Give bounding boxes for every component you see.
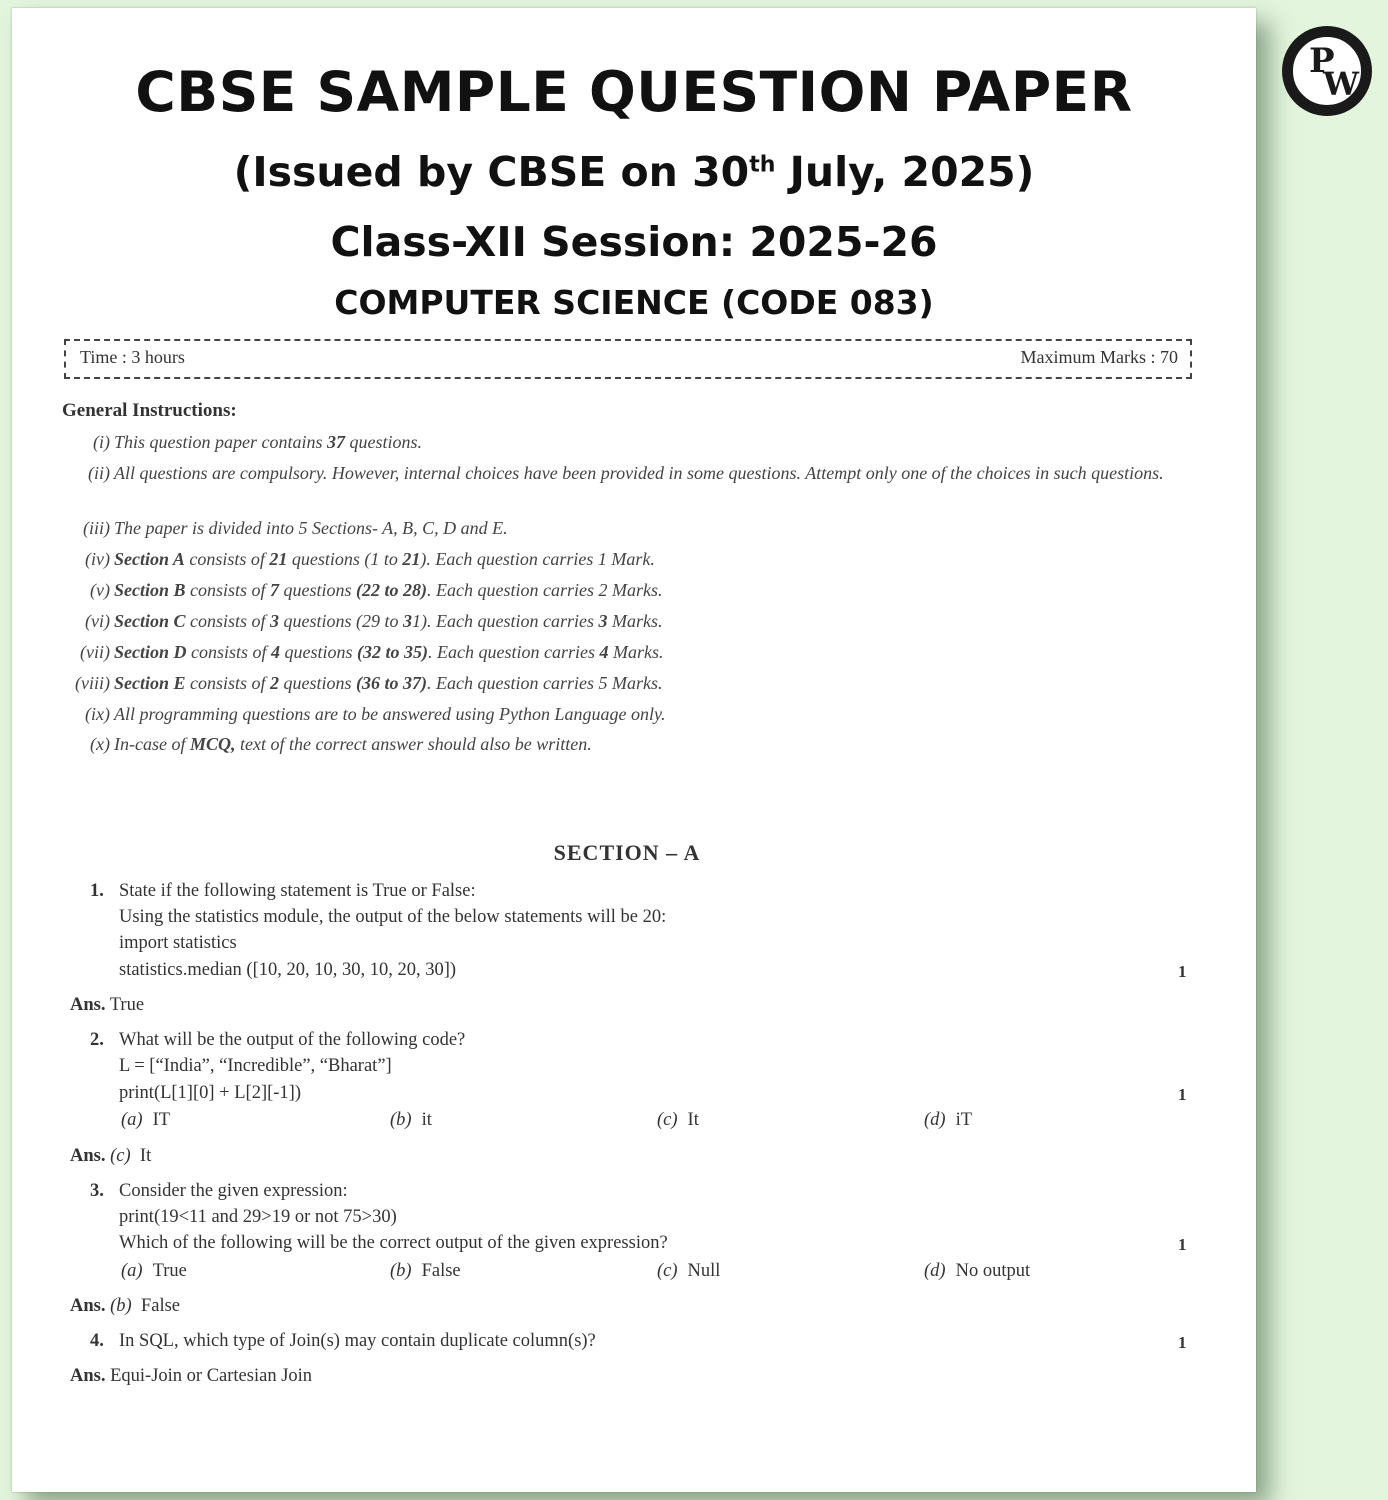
answer-option: (b) (110, 1296, 132, 1316)
answer-label: Ans. (70, 995, 106, 1015)
answer-line (70, 1146, 151, 1167)
question-text: In SQL, which type of Join(s) may contain duplicate column(s)? (119, 1331, 596, 1351)
class-session: Class-XII Session: 2025-26 (330, 218, 938, 266)
instruction-number: (x) (90, 734, 110, 754)
answer-text: Equi-Join or Cartesian Join (110, 1366, 313, 1386)
answer-label: Ans. (70, 1146, 106, 1166)
instruction-text: The paper is divided into 5 Sections- A, B, C, D and E. (114, 518, 508, 538)
instruction-number: (i) (93, 432, 110, 452)
question-marks: 1 (1178, 962, 1187, 981)
question-text: Which of the following will be the correct output of the given expression? (119, 1233, 668, 1253)
option (390, 1110, 432, 1131)
option-text: It (687, 1110, 699, 1130)
question-code: print(19<11 and 29>19 or not 75>30) (119, 1207, 397, 1227)
issued-suffix: July, 2025) (775, 148, 1035, 196)
question-paper-page (12, 8, 1256, 1492)
instruction-text: Section C consists of 3 questions (29 to 31). Each question carries 3 Marks. (114, 611, 663, 631)
option-label: (d) (924, 1110, 946, 1130)
option-text: True (152, 1261, 187, 1281)
exam-meta-box (64, 339, 1192, 379)
question-text: State if the following statement is True or False: (119, 881, 476, 901)
instruction-text: All questions are compulsory. However, internal choices have been provided in some questions. Attempt only one of the choices in such questions. (114, 463, 1164, 483)
issued-date (12, 148, 1256, 196)
question-marks: 1 (1178, 1333, 1187, 1352)
instruction-number: (iii) (83, 518, 110, 538)
option-text: Null (687, 1261, 721, 1281)
answer-text: True (109, 995, 145, 1015)
paper-title: CBSE SAMPLE QUESTION PAPER (135, 60, 1133, 124)
instruction-number: (iv) (85, 549, 110, 569)
option-text: iT (955, 1110, 973, 1130)
instruction-text: In-case of MCQ, text of the correct answer should also be written. (114, 734, 592, 754)
instruction-number: (ix) (85, 704, 110, 724)
question-code: L = [“India”, “Incredible”, “Bharat”] (119, 1056, 392, 1076)
instruction-text: Section E consists of 2 questions (36 to 37). Each question carries 5 Marks. (114, 673, 663, 693)
option-label: (a) (121, 1110, 143, 1130)
option-label: (c) (657, 1110, 678, 1130)
question-number: 4. (90, 1331, 104, 1351)
answer-label: Ans. (70, 1296, 106, 1316)
answer-line (70, 1366, 312, 1387)
question-number: 3. (90, 1181, 104, 1201)
option-text: False (421, 1261, 461, 1281)
answer-label: Ans. (70, 1366, 106, 1386)
question-text: Using the statistics module, the output of the below statements will be 20: (119, 907, 667, 927)
option (390, 1261, 461, 1282)
question-marks: 1 (1178, 1085, 1187, 1104)
instruction-text: Section D consists of 4 questions (32 to 35). Each question carries 4 Marks. (114, 642, 664, 662)
question-number: 2. (90, 1030, 104, 1050)
option-text: No output (955, 1261, 1031, 1281)
answer-text: It (139, 1146, 152, 1166)
issued-superscript: th (749, 152, 776, 178)
instruction-number: (ii) (88, 463, 110, 483)
instruction-number: (vi) (85, 611, 110, 631)
question-number: 1. (90, 881, 104, 901)
answer-line (70, 1296, 180, 1317)
time-allowed: Time : 3 hours (80, 347, 185, 367)
option (657, 1110, 699, 1131)
instruction-number: (vii) (80, 642, 110, 662)
instructions-heading: General Instructions: (62, 400, 237, 421)
logo-letter-w: W (1323, 65, 1359, 103)
instruction-text: This question paper contains 37 questions. (114, 432, 423, 452)
question-marks: 1 (1178, 1235, 1187, 1254)
option (121, 1110, 170, 1131)
answer-text: False (140, 1296, 180, 1316)
question-code: import statistics (119, 933, 237, 953)
option-label: (b) (390, 1261, 412, 1281)
option (657, 1261, 720, 1282)
option-text: IT (152, 1110, 171, 1130)
option (924, 1110, 972, 1131)
option-label: (d) (924, 1261, 946, 1281)
option-label: (c) (657, 1261, 678, 1281)
maximum-marks: Maximum Marks : 70 (1020, 347, 1178, 367)
option-text: it (421, 1110, 432, 1130)
question-code: print(L[1][0] + L[2][-1]) (119, 1083, 301, 1103)
instruction-number: (v) (90, 580, 110, 600)
question-text: What will be the output of the following code? (119, 1030, 466, 1050)
pw-logo-ring (1290, 34, 1364, 108)
option (924, 1261, 1030, 1282)
option (121, 1261, 187, 1282)
pw-logo-icon (1284, 28, 1370, 114)
section-heading: SECTION – A (553, 840, 701, 865)
instruction-text: Section A consists of 21 questions (1 to 21). Each question carries 1 Mark. (114, 549, 655, 569)
instruction-number: (viii) (75, 673, 110, 693)
subject-title: COMPUTER SCIENCE (CODE 083) (334, 283, 934, 322)
option-label: (b) (390, 1110, 412, 1130)
instruction-text: All programming questions are to be answered using Python Language only. (114, 704, 666, 724)
instruction-text: Section B consists of 7 questions (22 to 28). Each question carries 2 Marks. (114, 580, 663, 600)
answer-line (70, 995, 144, 1016)
question-code: statistics.median ([10, 20, 10, 30, 10, 20, 30]) (119, 960, 457, 980)
option-label: (a) (121, 1261, 143, 1281)
answer-option: (c) (110, 1146, 131, 1166)
issued-prefix: (Issued by CBSE on 30 (233, 148, 750, 196)
logo-letter-p: P (1309, 41, 1335, 81)
question-text: Consider the given expression: (119, 1181, 348, 1201)
